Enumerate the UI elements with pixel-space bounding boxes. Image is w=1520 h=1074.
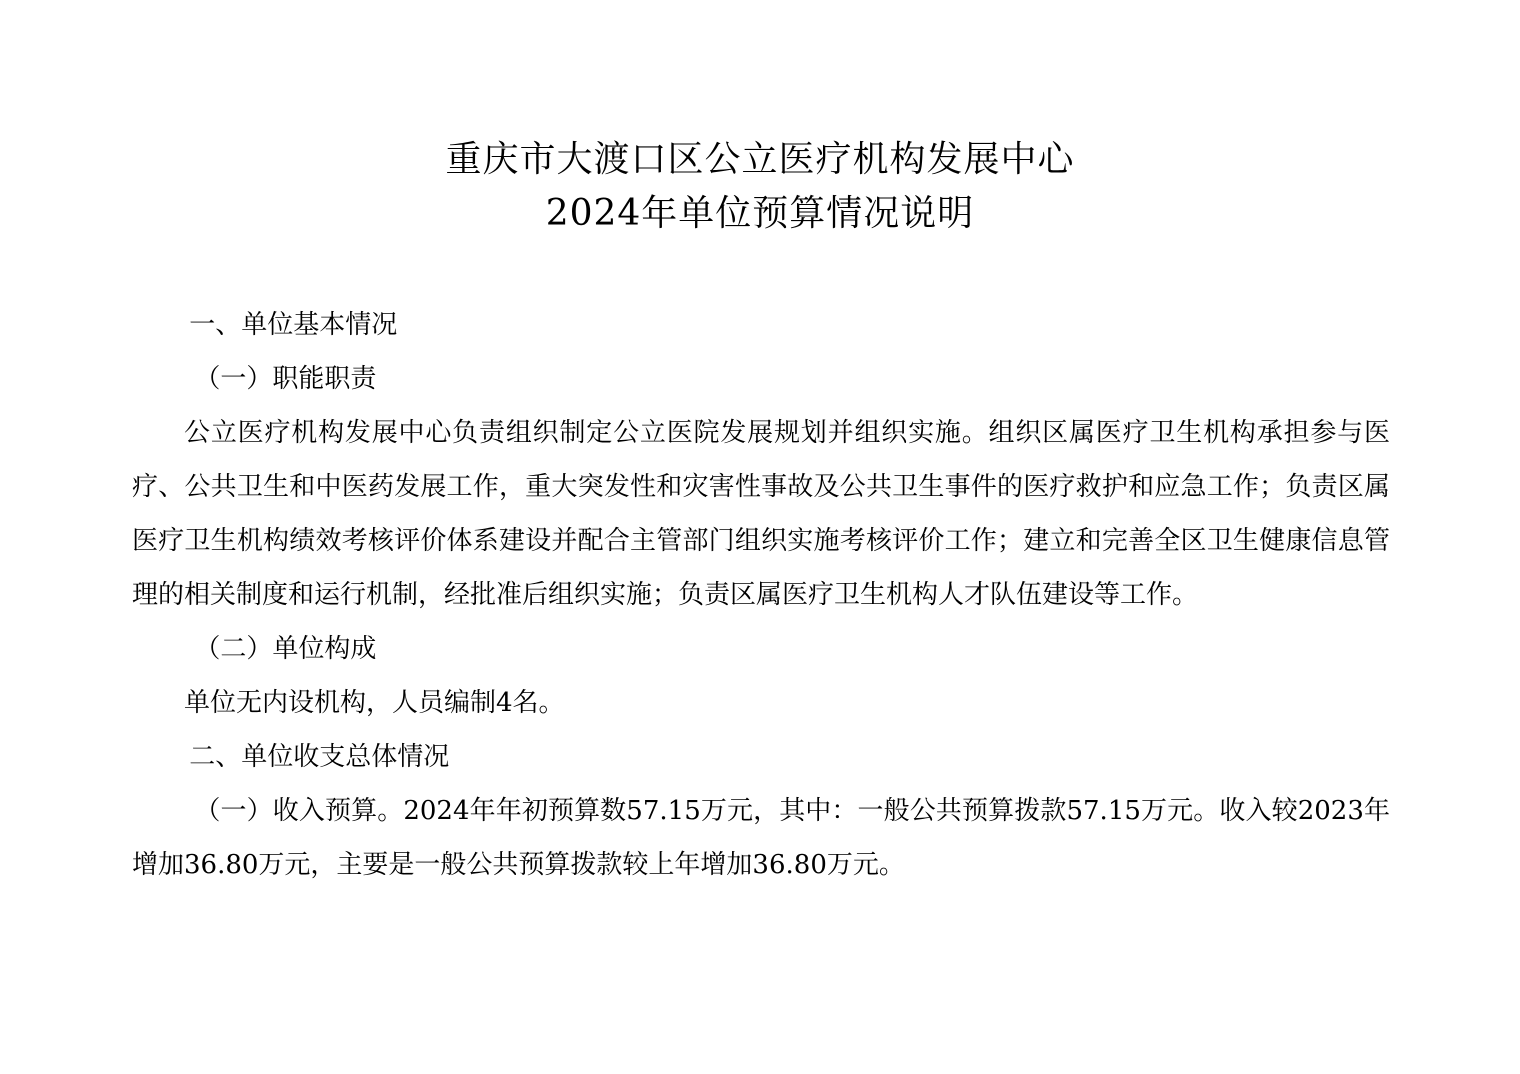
document-title-line2: 2024年单位预算情况说明 bbox=[545, 193, 975, 234]
paragraph-duties: 公立医疗机构发展中心负责组织制定公立医院发展规划并组织实施。组织区属医疗卫生机构承担参与医疗、公共卫生和中医药发展工作，重大突发性和灾害性事故及公共卫生事件的医疗救护和应急工作；负责区属医疗卫生机构绩效考核评价体系建设并配合主管部门组织实施考核评价工作；建立和完善全区卫生健康信息管理的相关制度和运行机制，经批准后组织实施；负责区属医疗卫生机构人才队伍建设等工作。 bbox=[132, 418, 1390, 610]
document-title-line1: 重庆市大渡口区公立医疗机构发展中心 bbox=[445, 139, 1075, 180]
subsection-heading-duties: （一）职能职责 bbox=[194, 364, 377, 394]
section-heading-budget-overview: 二、单位收支总体情况 bbox=[189, 742, 450, 772]
section-heading-basic-info: 一、单位基本情况 bbox=[189, 310, 398, 340]
document-body bbox=[132, 298, 1390, 892]
subsection-heading-composition: （二）单位构成 bbox=[194, 634, 377, 664]
paragraph-income-budget: （一）收入预算。2024年年初预算数57.15万元，其中：一般公共预算拨款57.15万元。收入较2023年增加36.80万元，主要是一般公共预算拨款较上年增加36.80万元。 bbox=[132, 796, 1390, 880]
paragraph-composition: 单位无内设机构，人员编制4名。 bbox=[184, 688, 565, 718]
